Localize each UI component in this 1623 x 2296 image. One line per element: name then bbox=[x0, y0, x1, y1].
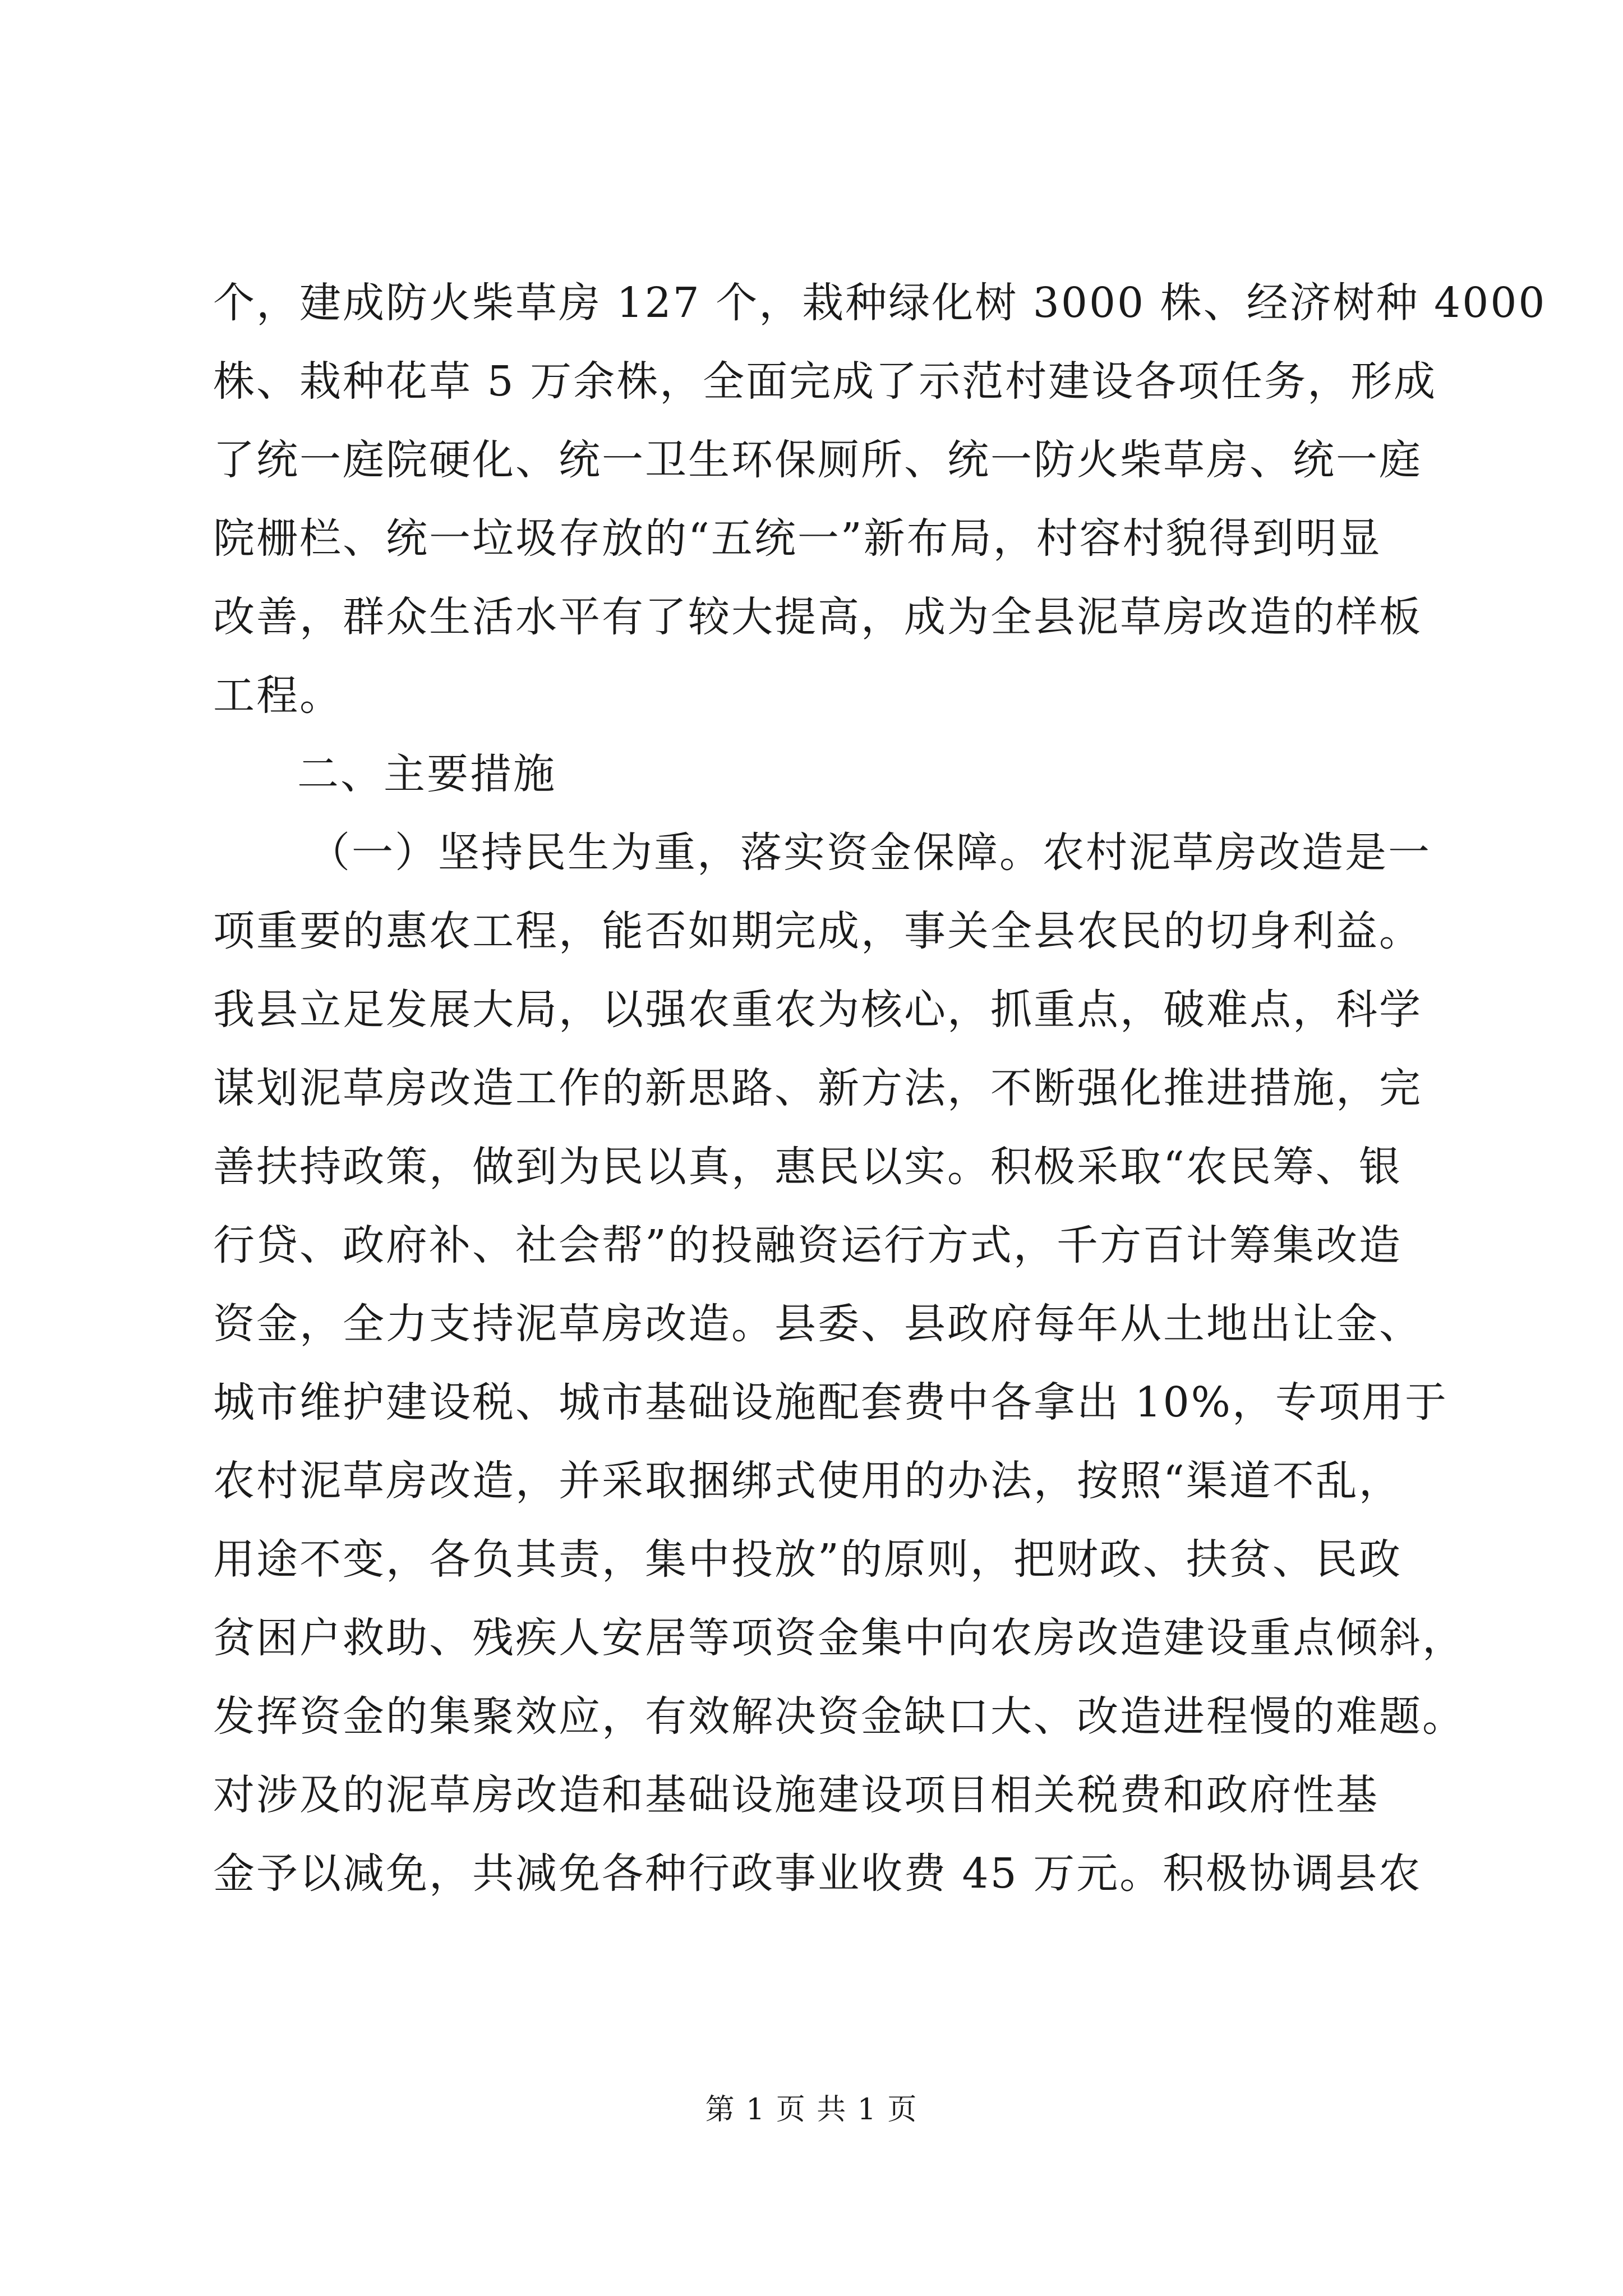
document-body bbox=[213, 264, 1547, 1913]
text-line: 工程。 bbox=[213, 671, 343, 720]
text-line: 农村泥草房改造，并采取捆绑式使用的办法，按照“渠道不乱， bbox=[213, 1457, 1402, 1505]
page-number: 第 1 页 共 1 页 bbox=[705, 2093, 918, 2127]
text-line: 院栅栏、统一垃圾存放的“五统一”新布局，村容村貌得到明显 bbox=[213, 514, 1382, 563]
text-line: 行贷、政府补、社会帮”的投融资运行方式，千方百计筹集改造 bbox=[213, 1221, 1402, 1269]
text-line: 善扶持政策，做到为民以真，惠民以实。积极采取“农民筹、银 bbox=[213, 1143, 1402, 1191]
section-heading: 二、主要措施 bbox=[297, 750, 556, 798]
text-line: 项重要的惠农工程，能否如期完成，事关全县农民的切身利益。 bbox=[213, 907, 1422, 955]
text-line: 用途不变，各负其责，集中投放”的原则，把财政、扶贫、民政 bbox=[213, 1535, 1402, 1584]
text-line: 金予以减免，共减免各种行政事业收费 45 万元。积极协调县农 bbox=[213, 1849, 1422, 1898]
text-line: 贫困户救助、残疾人安居等项资金集中向农房改造建设重点倾斜， bbox=[213, 1614, 1465, 1662]
page-footer bbox=[0, 2090, 1623, 2129]
text-line: 改善，群众生活水平有了较大提高，成为全县泥草房改造的样板 bbox=[213, 593, 1422, 641]
text-line: 资金，全力支持泥草房改造。县委、县政府每年从土地出让金、 bbox=[213, 1300, 1422, 1348]
text-line: 谋划泥草房改造工作的新思路、新方法，不断强化推进措施，完 bbox=[213, 1064, 1422, 1112]
text-line: 了统一庭院硬化、统一卫生环保厕所、统一防火柴草房、统一庭 bbox=[213, 436, 1422, 484]
text-line: 对涉及的泥草房改造和基础设施建设项目相关税费和政府性基 bbox=[213, 1771, 1379, 1819]
text-line: 城市维护建设税、城市基础设施配套费中各拿出 10%，专项用于 bbox=[213, 1378, 1448, 1427]
text-line: 发挥资金的集聚效应，有效解决资金缺口大、改造进程慢的难题。 bbox=[213, 1692, 1465, 1741]
text-line: 株、栽种花草 5 万余株，全面完成了示范村建设各项任务，形成 bbox=[213, 357, 1437, 406]
text-line: 我县立足发展大局，以强农重农为核心，抓重点，破难点，科学 bbox=[213, 986, 1422, 1034]
text-line: 个，建成防火柴草房 127 个，栽种绿化树 3000 株、经济树种 4000 bbox=[213, 279, 1547, 327]
subsection-heading-line: （一）坚持民生为重，落实资金保障。农村泥草房改造是一 bbox=[308, 829, 1431, 877]
